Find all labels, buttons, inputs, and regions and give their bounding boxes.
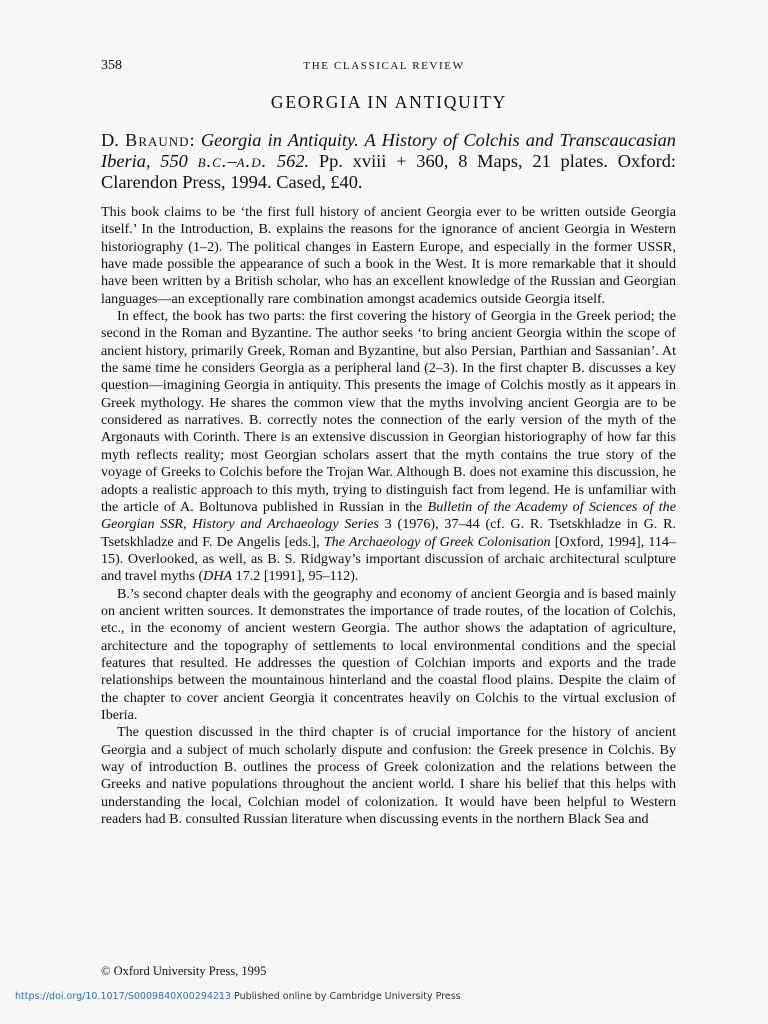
citation-colon: : [189, 130, 201, 150]
era-ad: a.d. [236, 151, 268, 171]
running-head: THE CLASSICAL REVIEW [303, 60, 465, 72]
paragraph-2-text-b: 3 (1976), 37–44 (cf. G. R. Tsetskhladze in G. R. Tsetskhladze and F. De Angelis [eds.], [101, 516, 676, 550]
footer [15, 991, 461, 1002]
doi-link[interactable]: https://doi.org/10.1017/S0009840X00294213 [15, 991, 232, 1002]
review-body [101, 204, 676, 828]
copyright-notice: © Oxford University Press, 1995 [101, 964, 267, 978]
page-number: 358 [101, 58, 122, 73]
paragraph-2 [101, 308, 676, 586]
journal-title: Bulletin of the Academy of Sciences of the Georgian SSR, History and Archaeology Series [101, 498, 676, 533]
paragraph-3: B.’s second chapter deals with the geography and economy of ancient Georgia and is based mainly on ancient written sources. It demonstrates the importance of trade routes, of the location of Colchis, etc., in the economy of ancient western Georgia. The author shows the adaptation of agriculture, architecture and the topography of settlements to local environmental conditions and the special features that resulted. He addresses the question of Colchian imports and exports and the trade relationships between the mountainous hinterland and the coastal flood plains. Despite the claim of the chapter to cover ancient Georgia it concentrates heavily on Colchis to the virtual exclusion of Iberia. [101, 585, 676, 723]
paragraph-4: The question discussed in the third chapter is of crucial importance for the history of ancient Georgia and a subject of much scholarly dispute and confusion: the Greek presence in Colchis. By way of introduction B. outlines the process of Greek colonization and the relations between the Greeks and native populations throughout the ancient world. I share his belief that this helps with understanding the local, Colchian model of colonization. It would have been helpful to Western readers had B. consulted Russian literature when discussing events in the northern Black Sea and [101, 724, 676, 828]
era-dash: – [227, 151, 237, 171]
end-year: 562. [267, 151, 310, 171]
author-surname: Braund [125, 130, 190, 150]
published-online-text: Published online by Cambridge University Press [231, 991, 461, 1002]
page-title: GEORGIA IN ANTIQUITY [270, 92, 508, 112]
journal-abbrev: DHA [203, 568, 233, 585]
cited-book-title: The Archaeology of Greek Colonisation [323, 533, 551, 550]
paragraph-2-text-a: In effect, the book has two parts: the first covering the history of Georgia in the Greek period; the second in the Roman and Byzantine. The author seeks ‘to bring ancient Georgia within the scope of ancient history, primarily Greek, Roman and Byzantine, but also Persian, Parthian and Sassanian’. At the same time he considers Georgia as a peripheral land (2–3). In the first chapter B. discusses a key question—imagining Georgia in antiquity. This presents the image of Colchis mostly as it appears in Greek mythology. He shares the common view that the myths involving ancient Georgia are to be considered as narratives. B. correctly notes the connection of the early version of the myth of the Argonauts with Corinth. There is an extensive discussion in Georgian historiography of how far this myth reflects reality; most Georgian scholars assert that the myth contains the true story of the voyage of Greeks to Colchis before the Trojan War. Although B. does not examine this discussion, he adopts a realistic approach to this myth, trying to distinguish fact from legend. He is unfamiliar with the article of A. Boltunova published in Russian in the [101, 308, 676, 515]
book-title: Georgia in Antiquity. A History of Colchis and Transcaucasian Iberia, 550 [101, 130, 676, 171]
era-bc: b.c. [197, 151, 228, 171]
publication-details: Pp. xviii + 360, 8 Maps, 21 plates. Oxford: Clarendon Press, 1994. Cased, £40. [101, 151, 677, 192]
paragraph-2-text-c: [Oxford, 1994], 114–15). Overlooked, as well, as B. S. Ridgway’s important discussion of archaic architectural sculpture and travel myths ( [101, 533, 677, 585]
paragraph-2-text-d: 17.2 [1991], 95–112). [232, 568, 359, 585]
paragraph-1: This book claims to be ‘the first full history of ancient Georgia ever to be written outside Georgia itself.’ In the Introduction, B. explains the reasons for the ignorance of ancient Georgia in Western historiography (1–2). The political changes in Eastern Europe, and especially in the former USSR, have made possible the appearance of such a book in the West. It is more remarkable that it should have been written by a British scholar, who has an excellent knowledge of the Russian and Georgian languages—an exceptionally rare combination amongst academics outside Georgia itself. [101, 204, 676, 307]
author-initial: D. [101, 130, 126, 150]
book-citation [101, 130, 676, 193]
